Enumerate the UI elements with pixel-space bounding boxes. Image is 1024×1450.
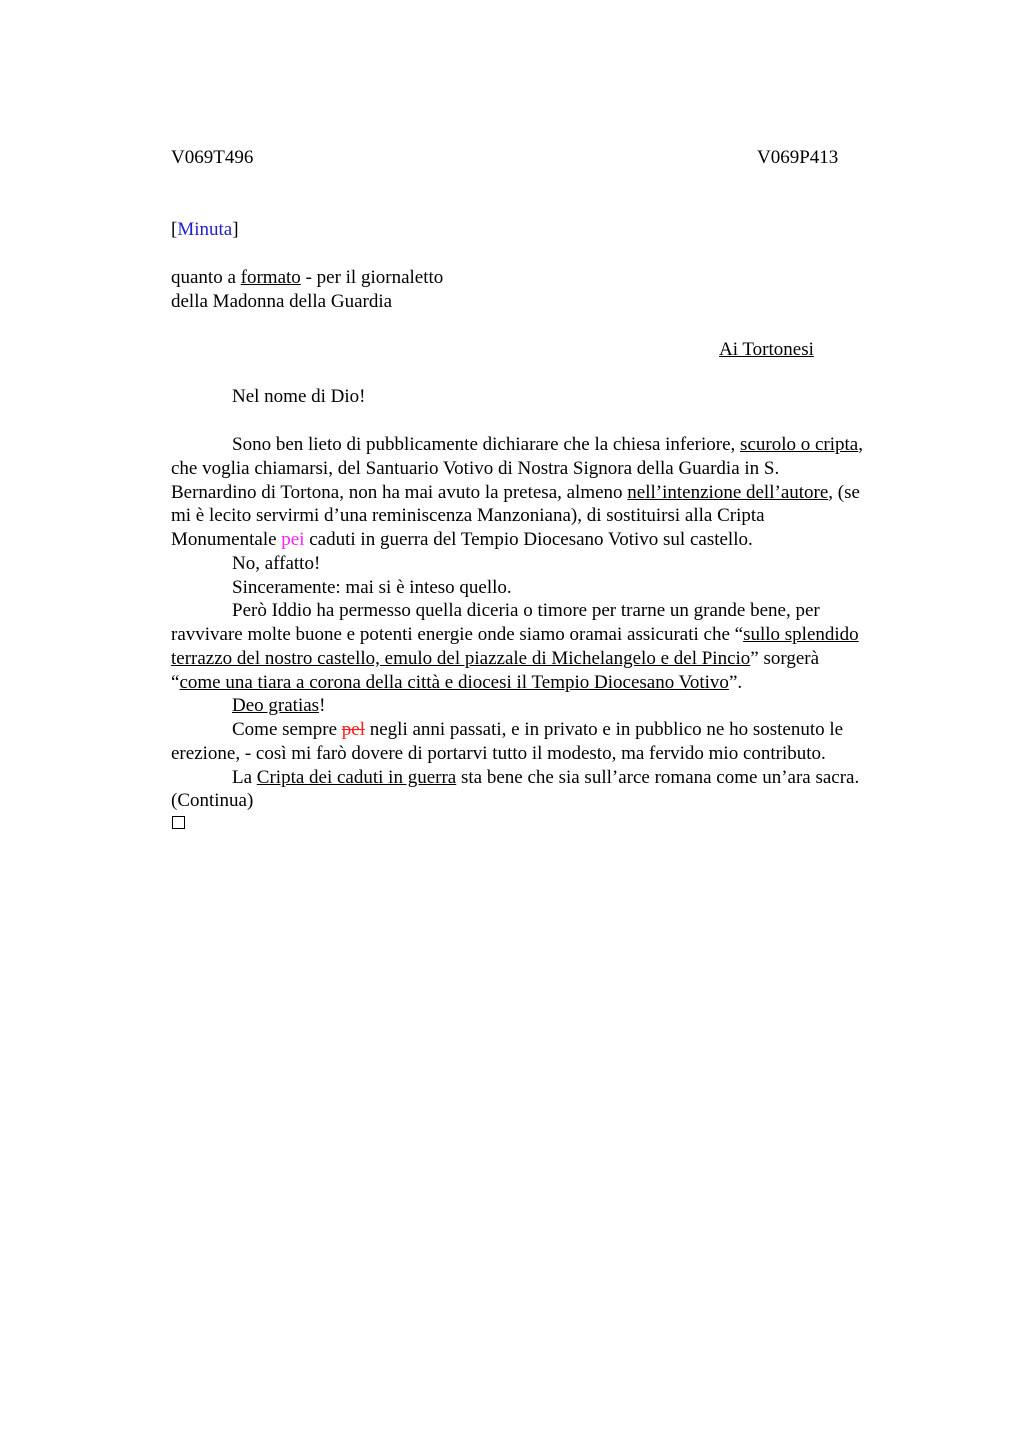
body-line: erezione, - così mi farò dovere di portarvi tutto il modesto, ma fervido mio contributo. (171, 743, 826, 764)
body-text: Monumentale (171, 529, 282, 550)
body-text: Come sempre (232, 719, 342, 740)
body-text: Bernardino di Tortona, non ha mai avuto la pretesa, almeno (171, 482, 628, 503)
body-text: Sono ben lieto di pubblicamente dichiarare che la chiesa inferiore, (232, 434, 741, 455)
body-line (232, 766, 859, 790)
body-text: “ (171, 672, 180, 693)
underlined-phrase: Cripta dei caduti in guerra (256, 767, 457, 788)
body-text: La (232, 767, 257, 788)
header-left-code: V069T496 (171, 147, 254, 168)
body-line (171, 671, 742, 695)
body-text: , (858, 434, 863, 455)
body-text: ravvivare molte buone e potenti energie onde siamo oramai assicurati che “ (171, 624, 744, 645)
minuta-word: Minuta (177, 219, 233, 240)
body-line (232, 694, 325, 718)
body-text: ”. (728, 672, 743, 693)
body-line (171, 647, 819, 671)
body-line: mi è lecito servirmi d’una reminiscenza Manzoniana), di sostituirsi alla Cripta (171, 505, 765, 526)
note-text: quanto a (171, 267, 241, 288)
body-text: sta bene che sia sull’arce romana come un’ara sacra. (456, 767, 860, 788)
minuta-open-bracket: [ (171, 219, 178, 240)
body-line (232, 433, 863, 457)
minuta-label (171, 218, 239, 242)
underlined-phrase: sullo splendido (743, 624, 859, 645)
body-line (232, 718, 843, 742)
note-text: - per il giornaletto (300, 267, 444, 288)
body-text: negli anni passati, e in privato e in pubblico ne ho sostenuto le (364, 719, 844, 740)
body-line (171, 623, 859, 647)
body-line: che voglia chiamarsi, del Santuario Votivo di Nostra Signora della Guardia in S. (171, 458, 780, 479)
empty-square-icon (172, 816, 185, 829)
note-line-2: della Madonna della Guardia (171, 291, 393, 312)
underlined-phrase: Deo gratias (232, 695, 320, 716)
body-text: , (se (828, 482, 860, 503)
body-text: ” sorgerà (750, 648, 820, 669)
continua-note: (Continua) (171, 790, 254, 811)
body-text: caduti in guerra del Tempio Diocesano Votivo sul castello. (304, 529, 753, 550)
body-line: Però Iddio ha permesso quella diceria o timore per trarne un grande bene, per (232, 600, 820, 621)
body-line: Sinceramente: mai si è inteso quello. (232, 577, 512, 598)
minuta-close-bracket: ] (232, 219, 239, 240)
underlined-phrase: nell’intenzione dell’autore (627, 482, 829, 503)
body-line (171, 481, 860, 505)
body-text: ! (319, 695, 326, 716)
inserted-word: pei (281, 529, 305, 550)
note-underlined-word: formato (240, 267, 301, 288)
salutation: Nel nome di Dio! (232, 386, 366, 407)
underlined-phrase: scurolo o cripta (740, 434, 859, 455)
body-line (171, 528, 753, 552)
note-line-1 (171, 266, 443, 290)
underlined-phrase: terrazzo del nostro castello, emulo del piazzale di Michelangelo e del Pincio (171, 648, 751, 669)
underlined-phrase: come una tiara a corona della città e diocesi il Tempio Diocesano Votivo (179, 672, 729, 693)
deleted-word: pel (341, 719, 365, 740)
header-right-code: V069P413 (757, 147, 839, 168)
addressee: Ai Tortonesi (719, 339, 814, 360)
body-line: No, affatto! (232, 553, 321, 574)
